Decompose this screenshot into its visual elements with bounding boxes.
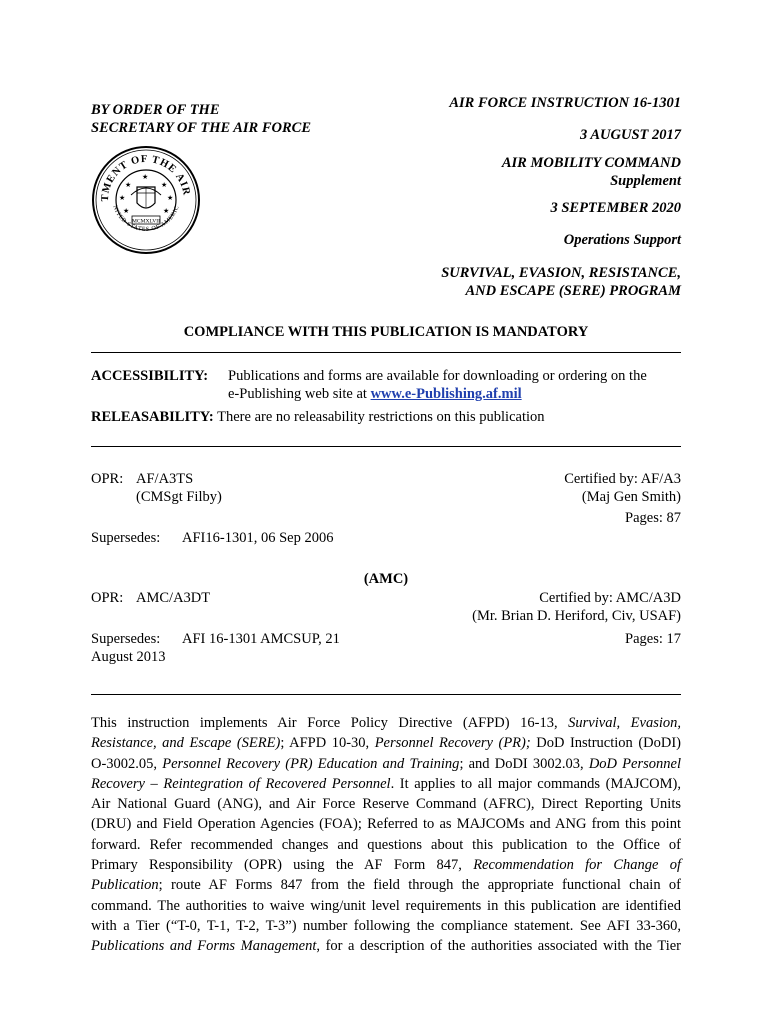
svg-text:★: ★ — [119, 194, 126, 202]
body-line: Publications and Forms Management, for a description of the authorities associated with the Tier — [91, 938, 681, 955]
amc-supersedes-cont: August 2013 — [91, 649, 166, 665]
af-opr: AF/A3TS — [136, 471, 194, 487]
by-order-line2: SECRETARY OF THE AIR FORCE — [91, 120, 311, 136]
command-name: AIR MOBILITY COMMAND — [501, 155, 681, 171]
accessibility-text: Publications and forms are available for downloading or ordering on the — [228, 368, 647, 384]
body-line: with a Tier (“T-0, T-1, T-2, T-3”) number following the compliance statement. See AFI 33-360, — [91, 917, 681, 934]
seal-text-bottom: NITED STATES OF AMERIC — [111, 204, 181, 233]
body-line: O-3002.05, Personnel Recovery (PR) Education and Training; and DoDI 3002.03, DoD Personnel — [91, 755, 681, 772]
svg-text:★: ★ — [142, 173, 149, 181]
divider — [91, 694, 681, 695]
amc-opr-label: OPR: — [91, 590, 124, 606]
instruction-date: 3 AUGUST 2017 — [580, 127, 681, 143]
air-force-seal-icon — [91, 145, 201, 255]
accessibility-text-line2 — [228, 385, 522, 403]
body-line: Primary Responsibility (OPR) using the AF Form 847, Recommendation for Change of — [91, 857, 681, 874]
epublishing-link[interactable]: www.e-Publishing.af.mil — [370, 386, 522, 402]
title-line2: AND ESCAPE (SERE) PROGRAM — [465, 283, 681, 299]
body-line: Publication; route AF Forms 847 from the field through the appropriate functional chain of — [91, 877, 681, 894]
supplement-date: 3 SEPTEMBER 2020 — [550, 200, 681, 216]
amc-certified: Certified by: AMC/A3D — [539, 590, 681, 606]
accessibility-label: ACCESSIBILITY: — [91, 368, 209, 384]
divider — [91, 352, 681, 353]
amc-supersedes-label: Supersedes: — [91, 631, 161, 647]
category: Operations Support — [563, 232, 681, 248]
svg-text:★: ★ — [125, 181, 132, 189]
title-line1: SURVIVAL, EVASION, RESISTANCE, — [441, 265, 681, 281]
body-line: Resistance, and Escape (SERE); AFPD 10-30, Personnel Recovery (PR); DoD Instruction (DoDI) — [91, 735, 681, 752]
compliance-statement: COMPLIANCE WITH THIS PUBLICATION IS MANDATORY — [183, 324, 589, 340]
af-certified: Certified by: AF/A3 — [564, 471, 681, 487]
amc-opr: AMC/A3DT — [136, 590, 211, 606]
body-line: Recovery – Reintegration of Recovered Personnel. It applies to all major commands (MAJCOM), — [91, 775, 681, 792]
amc-supersedes: AFI 16-1301 AMCSUP, 21 — [182, 631, 340, 647]
body-line: This instruction implements Air Force Policy Directive (AFPD) 16-13, Survival, Evasion, — [91, 715, 681, 731]
af-opr-label: OPR: — [91, 471, 124, 487]
svg-text:★: ★ — [123, 207, 130, 215]
af-supersedes-label: Supersedes: — [91, 530, 161, 546]
seal-text-top: TMENT OF THE AIR — [99, 153, 192, 202]
releasability-label: RELEASABILITY: — [91, 409, 214, 425]
svg-text:★: ★ — [161, 181, 168, 189]
amc-certified-person: (Mr. Brian D. Heriford, Civ, USAF) — [472, 608, 681, 624]
af-pages: Pages: 87 — [625, 510, 681, 526]
by-order-line1: BY ORDER OF THE — [91, 102, 220, 118]
svg-text:★: ★ — [163, 207, 170, 215]
releasability-row — [91, 408, 545, 426]
intro-paragraph — [91, 713, 681, 957]
af-certified-person: (Maj Gen Smith) — [581, 489, 681, 505]
body-line: command. The authorities to waive wing/unit level requirements in this publication are identified — [91, 897, 681, 914]
accessibility-prefix: e-Publishing web site at — [228, 386, 371, 402]
releasability-text: There are no releasability restrictions on this publication — [217, 409, 545, 425]
af-opr-person: (CMSgt Filby) — [136, 489, 222, 505]
amc-pages: Pages: 17 — [625, 631, 681, 647]
instruction-number: AIR FORCE INSTRUCTION 16-1301 — [449, 95, 681, 111]
svg-text:★: ★ — [167, 194, 174, 202]
body-line: (DRU) and Field Operation Agencies (FOA); Referred to as MAJCOMs and ANG from this point — [91, 816, 681, 833]
divider — [91, 446, 681, 447]
body-line: forward. Refer recommended changes and questions about this publication to the Office of — [91, 836, 681, 853]
af-supersedes: AFI16-1301, 06 Sep 2006 — [182, 530, 334, 546]
amc-heading: (AMC) — [363, 571, 409, 587]
seal-year: MCMXLVII — [132, 218, 160, 225]
supplement-label: Supplement — [610, 173, 681, 189]
body-line: Air National Guard (ANG), and Air Force Reserve Command (AFRC), Direct Reporting Units — [91, 796, 681, 813]
